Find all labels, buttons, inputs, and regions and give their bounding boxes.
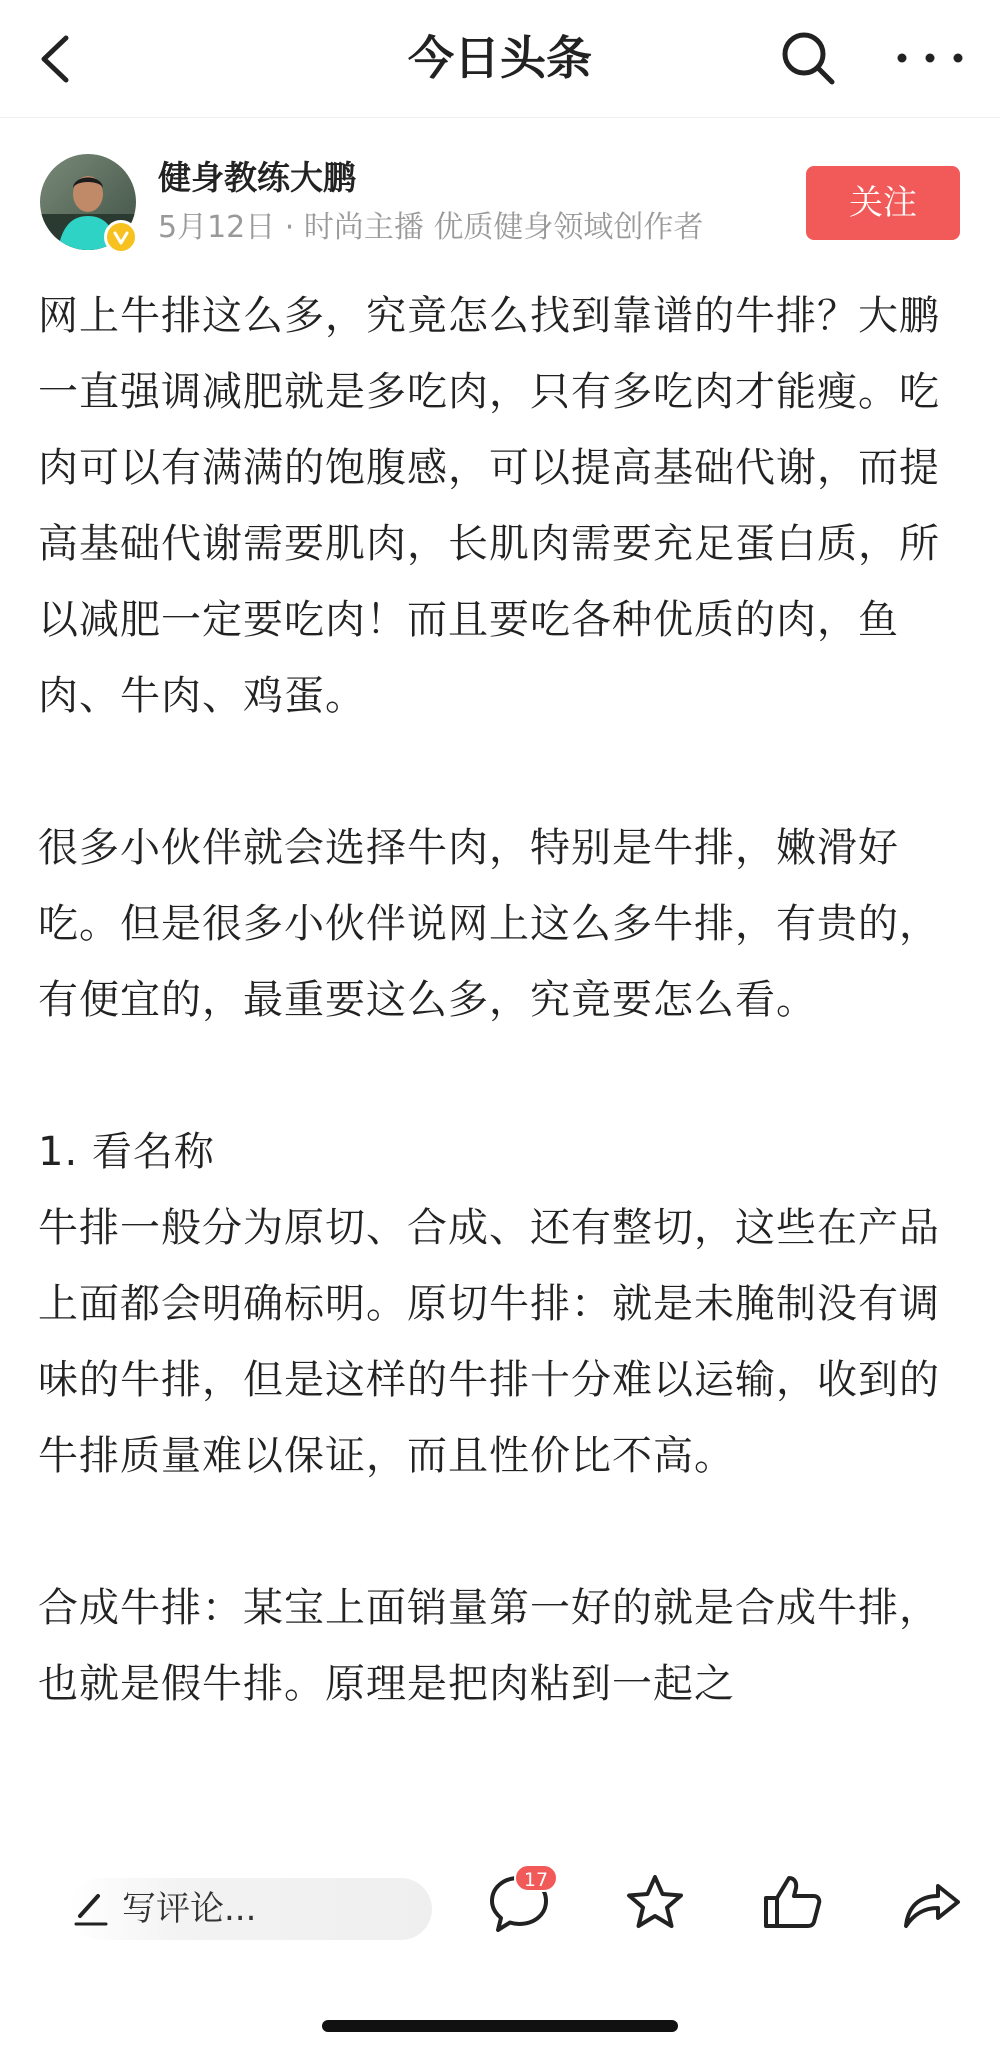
like-button[interactable] (758, 1868, 828, 1938)
author-meta: 5月12日 · 时尚主播 优质健身领域创作者 (158, 210, 704, 245)
thumbs-up-icon (758, 1868, 828, 1938)
more-horizontal-icon (890, 26, 970, 90)
back-button[interactable] (30, 26, 90, 92)
comment-count-badge: 17 (514, 1864, 558, 1892)
favorite-button[interactable] (620, 1868, 690, 1938)
star-icon (620, 1868, 690, 1938)
search-icon (776, 26, 840, 90)
paragraph: 网上牛排这么多，究竟怎么找到靠谱的牛排？大鹏一直强调减肥就是多吃肉，只有多吃肉才能瘦。吃肉可以有满满的饱腹感，可以提高基础代谢，而提高基础代谢需要肌肉，长肌肉需要充足蛋白质，所以减肥一定要吃肉！而且要吃各种优质的肉，鱼肉、牛肉、鸡蛋。 (38, 293, 940, 719)
home-indicator[interactable] (322, 2020, 678, 2032)
search-button[interactable] (776, 26, 840, 90)
article-body (38, 278, 968, 1838)
author-name[interactable]: 健身教练大鹏 (158, 158, 356, 197)
share-button[interactable] (896, 1868, 966, 1938)
top-nav-bar (0, 0, 1000, 118)
verified-badge-icon (104, 220, 138, 254)
author-row (0, 148, 1000, 258)
paragraph-spacer (38, 1494, 968, 1570)
paragraph: 合成牛排：某宝上面销量第一好的就是合成牛排，也就是假牛排。原理是把肉粘到一起之 (38, 1585, 940, 1707)
comment-placeholder: 写评论... (122, 1889, 257, 1929)
paragraph-spacer (38, 1038, 968, 1114)
paragraph: 牛排一般分为原切、合成、还有整切，这些在产品上面都会明确标明。原切牛排：就是未腌制没有调味的牛排，但是这样的牛排十分难以运输，收到的牛排质量难以保证，而且性价比不高。 (38, 1205, 940, 1479)
bottom-action-bar (0, 1838, 1000, 2047)
paragraph: 很多小伙伴就会选择牛肉，特别是牛排，嫩滑好吃。但是很多小伙伴说网上这么多牛排，有贵的，有便宜的，最重要这么多，究竟要怎么看。 (38, 825, 940, 1023)
paragraph-spacer (38, 734, 968, 810)
page-title: 今日头条 (408, 31, 592, 85)
follow-button[interactable]: 关注 (806, 166, 960, 240)
section-heading: 1. 看名称 (38, 1129, 215, 1175)
avatar[interactable] (40, 154, 136, 250)
comment-input[interactable] (70, 1878, 432, 1940)
chevron-left-icon (30, 26, 90, 92)
pen-icon (74, 1890, 108, 1928)
share-icon (896, 1868, 966, 1938)
more-button[interactable] (890, 26, 970, 90)
